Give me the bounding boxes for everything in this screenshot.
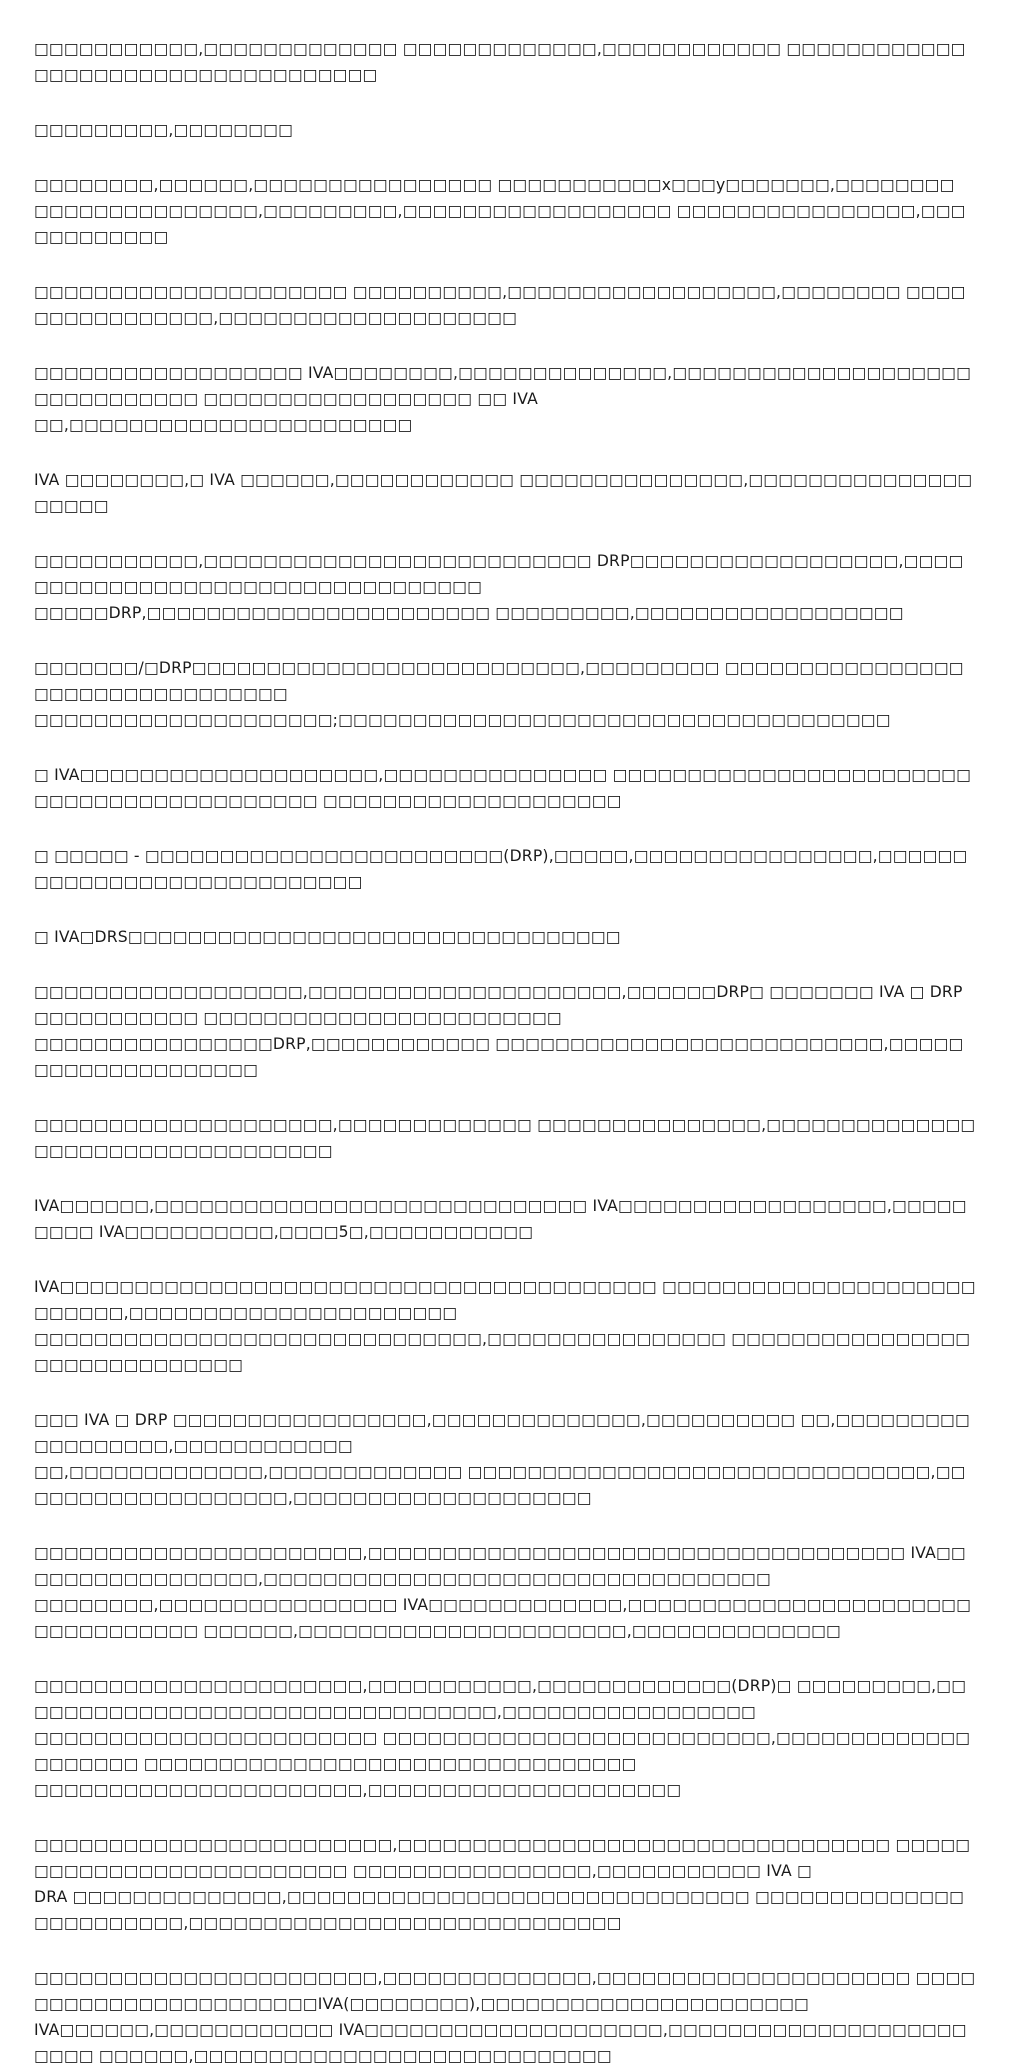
paragraph-11: □ IVA□DRS□□□□□□□□□□□□□□□□□□□□□□□□□□□□□□□□□ <box>34 928 621 946</box>
paragraph-5: □□□□□□□□□□□□□□□□□□ IVA□□□□□□□□,□□□□□□□□□□□□□□,□□□□□□□□□□□□□□□□□□□□□□□□□□□□□□□ □□□□□□□□□□□□□□□□□□ □□ IVA □□,□□□□□□□□□□□□□□□□□□□□□□□ <box>34 364 972 434</box>
paragraph-4: □□□□□□□□□□□□□□□□□□□□□ □□□□□□□□□□,□□□□□□□□□□□□□□□□□□,□□□□□□□□ □□□□□□□□□□□□□□□□,□□□□□□□□□□□□□□□□□□□□ <box>34 283 966 327</box>
paragraph-7: □□□□□□□□□□□,□□□□□□□□□□□□□□□□□□□□□□□□□□ DRP□□□□□□□□□□□□□□□□□□,□□□□□□□□□□□□□□□□□□□□□□□□□□□□□□□□□□ □□□□□DRP,□□□□□□□□□□□□□□□□□□□□□□□ □□□□□□□□□,□□□□□□□□□□□□□□□□□□ <box>34 552 964 622</box>
paragraph-19: □□□□□□□□□□□□□□□□□□□□□□□□,□□□□□□□□□□□□□□□□□□□□□□□□□□□□□□□□□ □□□□□□□□□□□□□□□□□□□□□□□□□□ □□□□□□□□□□□□□□□□,□□□□□□□□□□□ IVA □ DRA □□□□□□□□□□□□□□,□□□□□□□□□□□□□□□□□□□□□□□□□□□□□□□ □□□□□□□□□□□□□□□□□□□□□□□□,□□□□□□□□□□□□□□□□□□□□□□□□□□□□□ <box>34 1836 971 1932</box>
paragraph-6: IVA □□□□□□□□,□ IVA □□□□□□,□□□□□□□□□□□□ □□□□□□□□□□□□□□□,□□□□□□□□□□□□□□□□□□□□ <box>34 471 973 515</box>
paragraph-2: □□□□□□□□□,□□□□□□□□ <box>34 121 294 139</box>
paragraph-15: IVA□□□□□□□□□□□□□□□□□□□□□□□□□□□□□□□□□□□□□□□□ □□□□□□□□□□□□□□□□□□□□□□□□□□□,□□□□□□□□□□□□□□□□□□□□□□ □□□□□□□□□□□□□□□□□□□□□□□□□□□□□□,□□□□□□□□□□□□□□□□ □□□□□□□□□□□□□□□□□□□□□□□□□□□□□□ <box>34 1278 976 1374</box>
paragraph-10: □ □□□□□ - □□□□□□□□□□□□□□□□□□□□□□□□(DRP),□□□□□,□□□□□□□□□□□□□□□□,□□□□□□□□□□□□□□□□□□□□□□□□□□□□ <box>34 847 968 891</box>
paragraph-16: □□□ IVA □ DRP □□□□□□□□□□□□□□□□□,□□□□□□□□□□□□□□,□□□□□□□□□□ □□,□□□□□□□□□□□□□□□□□□,□□□□□□□□□□□□ □□,□□□□□□□□□□□□□,□□□□□□□□□□□□□ □□□□□□□□□□□□□□□□□□□□□□□□□□□□□□□,□□□□□□□□□□□□□□□□□□□,□□□□□□□□□□□□□□□□□□□□ <box>34 1411 970 1507</box>
paragraph-3: □□□□□□□□,□□□□□□,□□□□□□□□□□□□□□□□ □□□□□□□□□□□x□□□y□□□□□□□,□□□□□□□□ □□□□□□□□□□□□□□□,□□□□□□□□□,□□□□□□□□□□□□□□□□□□ □□□□□□□□□□□□□□□□,□□□□□□□□□□□□ <box>34 176 966 246</box>
paragraph-13: □□□□□□□□□□□□□□□□□□□□,□□□□□□□□□□□□□ □□□□□□□□□□□□□□□,□□□□□□□□□□□□□□□□□□□□□□□□□□□□□□□□□□ <box>34 1116 976 1160</box>
paragraph-1: □□□□□□□□□□□,□□□□□□□□□□□□□ □□□□□□□□□□□□□,□□□□□□□□□□□□ □□□□□□□□□□□□□□□□□□□□□□□□□□□□□□□□□□□ <box>34 40 966 84</box>
paragraph-9: □ IVA□□□□□□□□□□□□□□□□□□□□,□□□□□□□□□□□□□□□ □□□□□□□□□□□□□□□□□□□□□□□□□□□□□□□□□□□□□□□□□□□ □□□□□□□□□□□□□□□□□□□□ <box>34 766 972 810</box>
paragraph-12: □□□□□□□□□□□□□□□□□□,□□□□□□□□□□□□□□□□□□□□□,□□□□□□DRP□ □□□□□□□ IVA □ DRP □□□□□□□□□□□ □□□□□□□□□□□□□□□□□□□□□□□□ □□□□□□□□□□□□□□□□DRP,□□□□□□□□□□□□ □□□□□□□□□□□□□□□□□□□□□□□□□□,□□□□□□□□□□□□□□□□□□□□ <box>34 983 964 1079</box>
paragraph-8: □□□□□□□/□DRP□□□□□□□□□□□□□□□□□□□□□□□□□□,□□□□□□□□□ □□□□□□□□□□□□□□□□□□□□□□□□□□□□□□□□□ □□□□□□□□□□□□□□□□□□□□;□□□□□□□□□□□□□□□□□□□□□□□□□□□□□□□□□□□□□ <box>34 659 964 729</box>
paragraph-20: □□□□□□□□□□□□□□□□□□□□□□□,□□□□□□□□□□□□□□,□□□□□□□□□□□□□□□□□□□□□ □□□□□□□□□□□□□□□□□□□□□□□IVA(□□□□□□□□),□□□□□□□□□□□□□□□□□□□□□□ IVA□□□□□□,□□□□□□□□□□□□ IVA□□□□□□□□□□□□□□□□□□□□,□□□□□□□□□□□□□□□□□□□□□□□□ □□□□□□,□□□□□□□□□□□□□□□□□□□□□□□□□□□□ <box>34 1969 976 2065</box>
paragraph-17: □□□□□□□□□□□□□□□□□□□□□□,□□□□□□□□□□□□□□□□□□□□□□□□□□□□□□□□□□□□ IVA□□□□□□□□□□□□□□□□□,□□□□□□□□□□□□□□□□□□□□□□□□□□□□□□□□□□ □□□□□□□□,□□□□□□□□□□□□□□□□ IVA□□□□□□□□□□□□□,□□□□□□□□□□□□□□□□□□□□□□□□□□□□□□□□□□ □□□□□□,□□□□□□□□□□□□□□□□□□□□□□,□□□□□□□□□□□□□□ <box>34 1544 972 1640</box>
paragraph-14: IVA□□□□□□,□□□□□□□□□□□□□□□□□□□□□□□□□□□□□ IVA□□□□□□□□□□□□□□□□□□,□□□□□□□□□ IVA□□□□□□□□□□,□□□□5□,□□□□□□□□□□□ <box>34 1197 967 1241</box>
paragraph-18: □□□□□□□□□□□□□□□□□□□□□□,□□□□□□□□□□□,□□□□□□□□□□□□□(DRP)□ □□□□□□□□□,□□□□□□□□□□□□□□□□□□□□□□□□□□□□□□□□□,□□□□□□□□□□□□□□□□□ □□□□□□□□□□□□□□□□□□□□□□□ □□□□□□□□□□□□□□□□□□□□□□□□□□,□□□□□□□□□□□□□□□□□□□□ □□□□□□□□□□□□□□□□□□□□□□□□□□□□□□□□□ □□□□□□□□□□□□□□□□□□□□□□,□□□□□□□□□□□□□□□□□□□□□ <box>34 1677 971 1799</box>
